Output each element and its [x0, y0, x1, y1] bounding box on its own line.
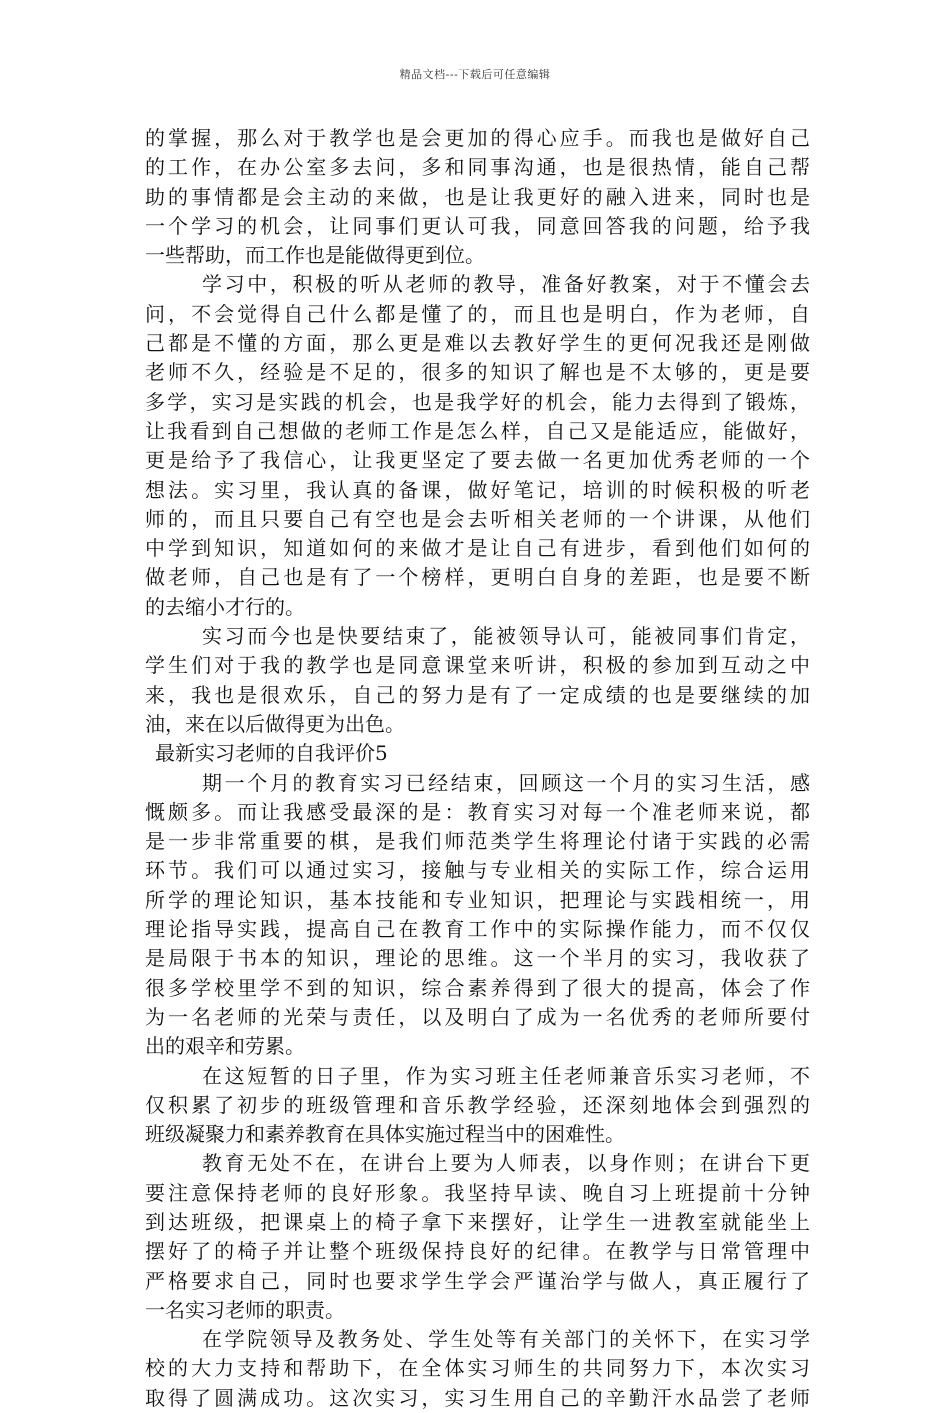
text-line: 助的事情都是会主动的来做，也是让我更好的融入进来，同时也是 — [145, 184, 810, 209]
text-line: 教育无处不在，在讲台上要为人师表，以身作则；在讲台下更 — [202, 1151, 810, 1176]
text-line: 是局限于书本的知识，理论的思维。这一个半月的实习，我收获了 — [145, 946, 810, 971]
text-line: 为一名老师的光荣与责任，以及明白了成为一名优秀的老师所要付 — [145, 1004, 810, 1029]
text-line: 一名实习老师的职责。 — [145, 1297, 345, 1322]
text-line: 学生们对于我的教学也是同意课堂来听讲，积极的参加到互动之中 — [145, 653, 810, 678]
document-body — [145, 124, 810, 1413]
text-line: 做老师，自己也是有了一个榜样，更明白自身的差距，也是要不断 — [145, 565, 810, 590]
text-line: 的工作，在办公室多去问，多和同事沟通，也是很热情，能自己帮 — [145, 155, 810, 180]
paragraph — [145, 124, 810, 270]
text-line: 己都是不懂的方面，那么更是难以去教好学生的更何况我还是刚做 — [145, 331, 810, 356]
text-line: 的去缩小才行的。 — [145, 594, 305, 619]
text-line: 期一个月的教育实习已经结束，回顾这一个月的实习生活，感 — [202, 770, 810, 795]
text-line: 出的艰辛和劳累。 — [145, 1034, 305, 1059]
text-line: 实习而今也是快要结束了，能被领导认可，能被同事们肯定， — [202, 624, 810, 649]
text-line: 让我看到自己想做的老师工作是怎么样，自己又是能适应，能做好， — [145, 418, 810, 443]
text-line: 油，来在以后做得更为出色。 — [145, 711, 405, 736]
text-line: 理论指导实践，提高自己在教育工作中的实际操作能力，而不仅仅 — [145, 917, 810, 942]
text-line: 严格要求自己，同时也要求学生学会严谨治学与做人，真正履行了 — [145, 1268, 810, 1293]
text-line: 老师不久，经验是不足的，很多的知识了解也是不太够的，更是要 — [145, 360, 810, 385]
paragraph — [145, 622, 810, 739]
paragraph — [145, 1149, 810, 1325]
text-line: 是一步非常重要的棋，是我们师范类学生将理论付诸于实践的必需 — [145, 829, 810, 854]
text-line: 问，不会觉得自己什么都是懂了的，而且也是明白，作为老师，自 — [145, 301, 810, 326]
paragraph — [145, 1062, 810, 1150]
text-line: 一个学习的机会，让同事们更认可我，同意回答我的问题，给予我 — [145, 213, 810, 238]
heading-text: 最新实习老师的自我评价5 — [155, 741, 388, 766]
text-line: 到达班级，把课桌上的椅子拿下来摆好，让学生一进教室就能坐上 — [145, 1209, 810, 1234]
text-line: 所学的理论知识，基本技能和专业知识，把理论与实践相统一，用 — [145, 887, 810, 912]
text-line: 的掌握，那么对于教学也是会更加的得心应手。而我也是做好自己 — [145, 126, 810, 150]
paragraph — [145, 270, 810, 622]
paragraph — [145, 769, 810, 1062]
text-line: 环节。我们可以通过实习，接触与专业相关的实际工作，综合运用 — [145, 858, 810, 883]
text-line: 要注意保持老师的良好形象。我坚持早读、晚自习上班提前十分钟 — [145, 1180, 810, 1205]
text-line: 学习中，积极的听从老师的教导，准备好教案，对于不懂会去 — [202, 272, 810, 297]
text-line: 更是给予了我信心，让我更坚定了要去做一名更加优秀老师的一个 — [145, 448, 810, 473]
text-line: 一些帮助，而工作也是能做得更到位。 — [145, 243, 485, 268]
text-line: 校的大力支持和帮助下，在全体实习师生的共同努力下，本次实习 — [145, 1356, 810, 1381]
text-line: 班级凝聚力和素养教育在具体实施过程当中的困难性。 — [145, 1122, 625, 1147]
paragraph — [145, 1325, 810, 1413]
text-line: 仅积累了初步的班级管理和音乐教学经验，还深刻地体会到强烈的 — [145, 1092, 810, 1117]
text-line: 想法。实习里，我认真的备课，做好笔记，培训的时候积极的听老 — [145, 477, 810, 502]
text-line: 中学到知识，知道如何的来做才是让自己有进步，看到他们如何的 — [145, 536, 810, 561]
text-line: 多学，实习是实践的机会，也是我学好的机会，能力去得到了锻炼， — [145, 389, 810, 414]
text-line: 在这短暂的日子里，作为实习班主任老师兼音乐实习老师，不 — [202, 1063, 810, 1088]
page-header: 精品文档---下载后可任意编辑 — [399, 68, 551, 81]
section-heading — [145, 739, 810, 768]
text-line: 师的，而且只要自己有空也是会去听相关老师的一个讲课，从他们 — [145, 506, 810, 531]
text-line: 取得了圆满成功。这次实习，实习生用自己的辛勤汗水品尝了老师 — [145, 1385, 810, 1410]
text-line: 来，我也是很欢乐，自己的努力是有了一定成绩的也是要继续的加 — [145, 682, 810, 707]
text-line: 很多学校里学不到的知识，综合素养得到了很大的提高，体会了作 — [145, 975, 810, 1000]
text-line: 摆好了的椅子并让整个班级保持良好的纪律。在教学与日常管理中 — [145, 1239, 810, 1264]
text-line: 慨颇多。而让我感受最深的是：教育实习对每一个准老师来说，都 — [145, 799, 810, 824]
text-line: 在学院领导及教务处、学生处等有关部门的关怀下，在实习学 — [202, 1327, 810, 1352]
